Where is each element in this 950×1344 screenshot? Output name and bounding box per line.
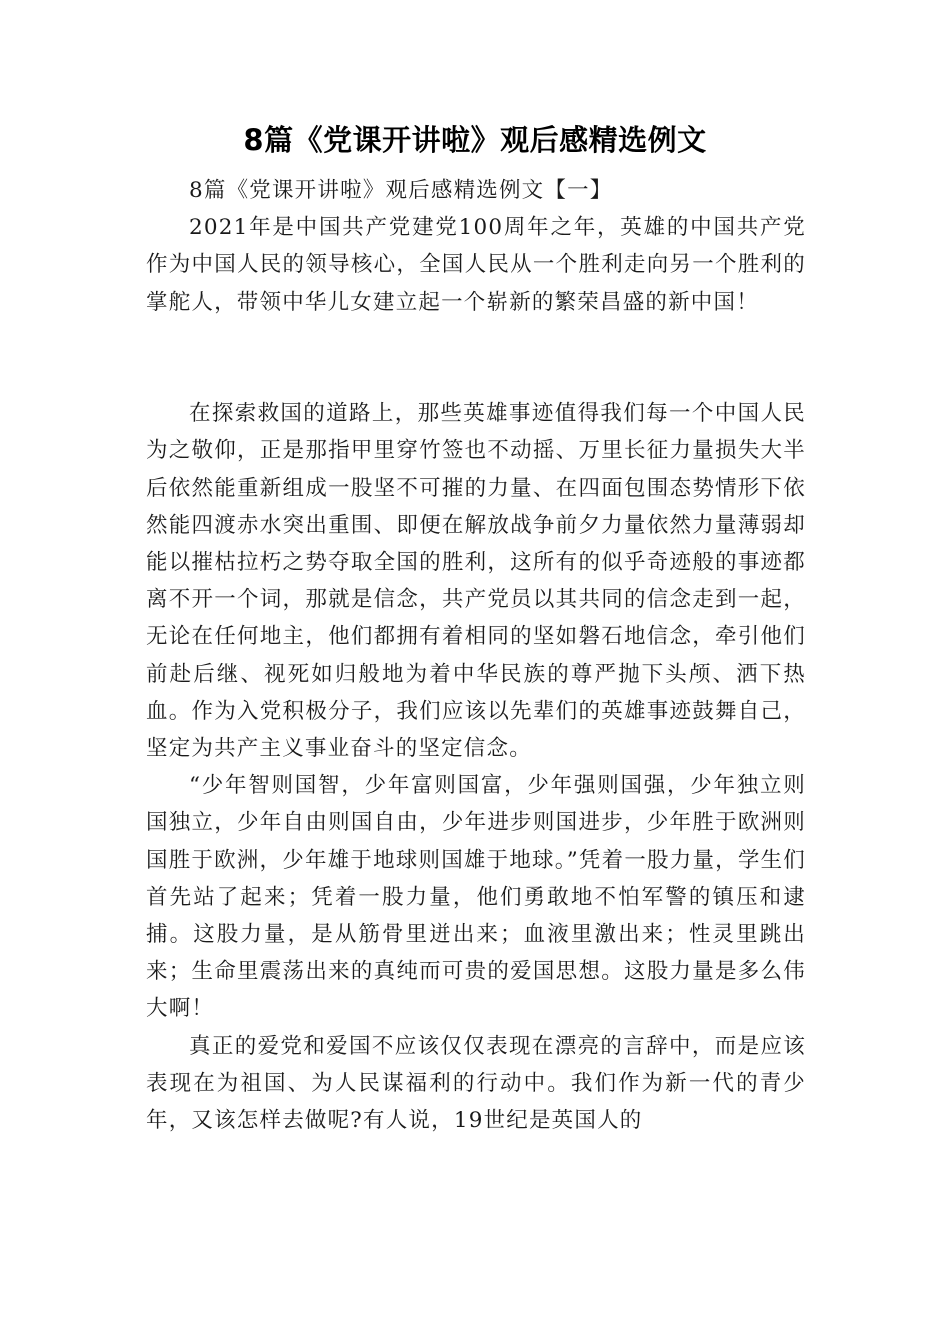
paragraph-4: 真正的爱党和爱国不应该仅仅表现在漂亮的言辞中，而是应该表现在为祖国、为人民谋福利的行动中。我们作为新一代的青少年，又该怎样去做呢?有人说，19世纪是英国人的 bbox=[146, 1033, 806, 1134]
paragraph-3: “少年智则国智，少年富则国富，少年强则国强，少年独立则国独立，少年自由则国自由，少年进步则国进步，少年胜于欧洲则国胜于欧洲，少年雄于地球则国雄于地球。”凭着一股力量，学生们首先站了起来；凭着一股力量，他们勇敢地不怕军警的镇压和逮捕。这股力量，是从筋骨里迸出来；血液里激出来；性灵里跳出来；生命里震荡出来的真纯而可贵的爱国思想。这股力量是多么伟大啊！ bbox=[146, 773, 806, 1022]
blank-line bbox=[146, 321, 806, 395]
paragraph-2: 在探索救国的道路上，那些英雄事迹值得我们每一个中国人民为之敬仰，正是那指甲里穿竹签也不动摇、万里长征力量损失大半后依然能重新组成一股坚不可摧的力量、在四面包围态势情形下依然能四渡赤水突出重围、即便在解放战争前夕力量依然力量薄弱却能以摧枯拉朽之势夺取全国的胜利，这所有的似乎奇迹般的事迹都离不开一个词，那就是信念，共产党员以其共同的信念走到一起，无论在任何地主，他们都拥有着相同的坚如磐石地信念，牵引他们前赴后继、视死如归般地为着中华民族的尊严抛下头颅、洒下热血。作为入党积极分子，我们应该以先辈们的英雄事迹鼓舞自己，坚定为共产主义事业奋斗的坚定信念。 bbox=[146, 401, 806, 762]
paragraph-1: 2021年是中国共产党建党100周年之年，英雄的中国共产党作为中国人民的领导核心，全国人民从一个胜利走向另一个胜利的掌舵人，带领中华儿女建立起一个崭新的繁荣昌盛的新中国！ bbox=[146, 215, 806, 315]
section-heading: 8篇《党课开讲啦》观后感精选例文【一】 bbox=[189, 178, 613, 203]
document-body bbox=[146, 172, 806, 1139]
document-title: 8篇《党课开讲啦》观后感精选例文 bbox=[243, 123, 707, 157]
